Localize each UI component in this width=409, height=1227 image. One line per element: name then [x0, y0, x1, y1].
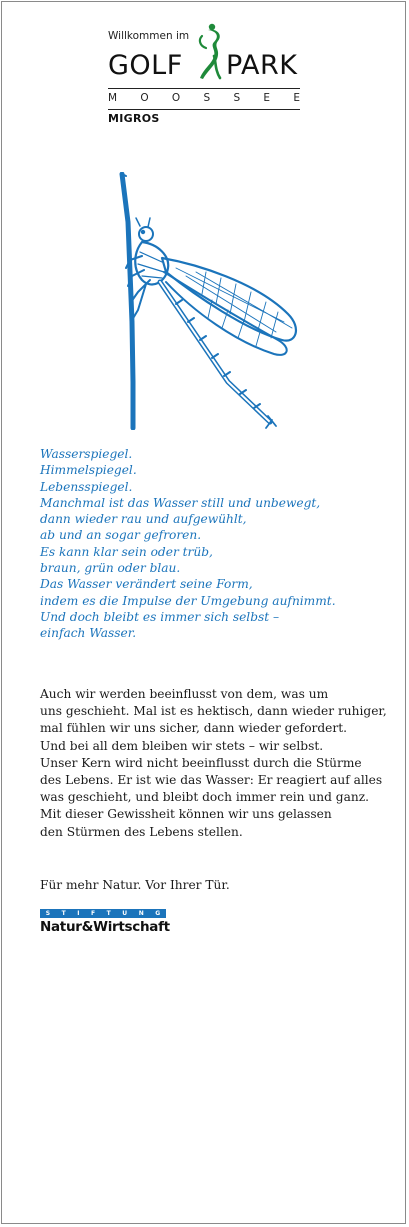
- slogan: Für mehr Natur. Vor Ihrer Tür.: [40, 878, 230, 892]
- stiftung-letter: T: [106, 910, 111, 917]
- migros-brand: MIGROS: [108, 112, 160, 125]
- welcome-text: Willkommen im: [108, 30, 190, 42]
- stiftung-letter: G: [155, 910, 161, 917]
- body-line: den Stürmen des Lebens stellen.: [40, 824, 243, 839]
- location-letter: O: [140, 92, 149, 104]
- poem-line: Manchmal ist das Wasser still und unbewegt,: [40, 495, 321, 510]
- body-line: Auch wir werden beeinflusst von dem, was um: [40, 687, 329, 701]
- body-paragraph: [40, 686, 387, 841]
- location-letter: S: [203, 92, 211, 104]
- poem-line: indem es die Impulse der Umgebung aufnimmt.: [40, 593, 336, 608]
- location-letter: M: [108, 92, 118, 104]
- poem-line: ab und an sogar gefroren.: [40, 528, 202, 543]
- golfer-swing-icon: [190, 22, 226, 84]
- logo-rule-top: [108, 88, 300, 89]
- stiftung-letter: I: [77, 910, 80, 917]
- logo-location: [108, 92, 300, 104]
- body-line: was geschieht, und bleibt doch immer rein und ganz.: [40, 790, 369, 805]
- poem-line: Wasserspiegel.: [40, 447, 133, 461]
- dragonfly-icon: [116, 172, 306, 430]
- body-line: des Lebens. Er ist wie das Wasser: Er reagiert auf alles: [40, 773, 383, 788]
- body-line: Unser Kern wird nicht beeinflusst durch die Stürme: [40, 755, 362, 770]
- location-letter: O: [171, 92, 181, 104]
- poem-line: einfach Wasser.: [40, 626, 137, 641]
- logo-golf-word: GOLF: [108, 50, 183, 81]
- logo-rule-bottom: [108, 109, 300, 110]
- poem-line: Es kann klar sein oder trüb,: [40, 544, 213, 559]
- poem-line: braun, grün oder blau.: [40, 561, 181, 576]
- body-line: Mit dieser Gewissheit können wir uns gelassen: [40, 807, 332, 822]
- stiftung-letter: F: [91, 910, 96, 917]
- poem-line: Lebensspiegel.: [40, 479, 133, 494]
- foundation-logo-name: Natur&Wirtschaft: [40, 919, 170, 935]
- stiftung-letter: T: [61, 910, 66, 917]
- poem-line: Himmelspiegel.: [40, 463, 137, 478]
- stiftung-bar: [40, 909, 166, 918]
- poem: [40, 446, 380, 642]
- body-line: mal fühlen wir uns sicher, dann wieder gefordert.: [40, 721, 347, 736]
- poem-line: Und doch bleibt es immer sich selbst –: [40, 609, 280, 624]
- poem-line: dann wieder rau und aufgewühlt,: [40, 512, 247, 527]
- body-line: Und bei all dem bleiben wir stets – wir selbst.: [40, 738, 324, 753]
- stiftung-letter: S: [45, 910, 51, 917]
- location-letter: E: [293, 92, 300, 104]
- stiftung-letter: U: [122, 910, 128, 917]
- body-line: uns geschieht. Mal ist es hektisch, dann wieder ruhiger,: [40, 704, 387, 719]
- location-letter: S: [233, 92, 241, 104]
- logo-park-word: PARK: [226, 50, 298, 81]
- poem-line: Das Wasser verändert seine Form,: [40, 577, 253, 592]
- golfpark-logo: [108, 22, 304, 132]
- location-letter: E: [263, 92, 271, 104]
- stiftung-letter: N: [138, 910, 144, 917]
